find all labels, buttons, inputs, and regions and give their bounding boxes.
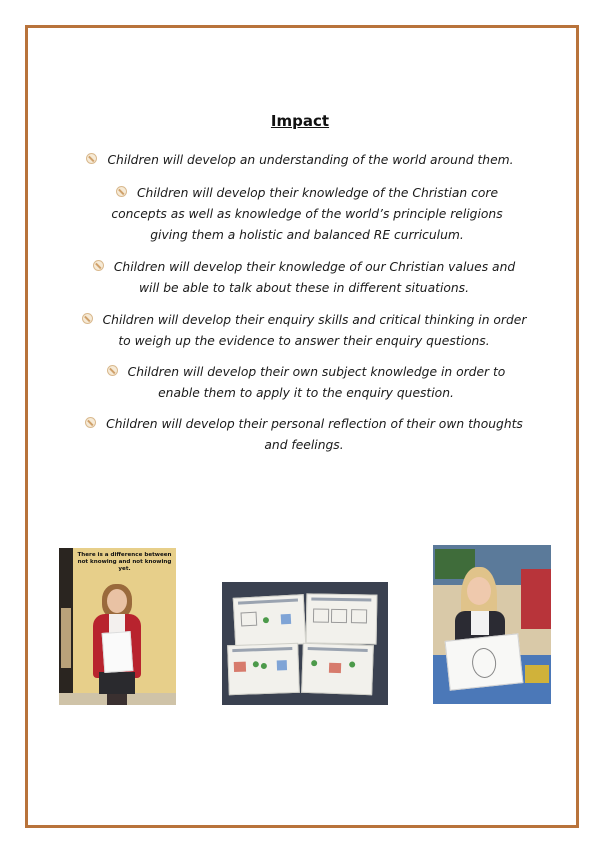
bullet-icon [85,417,96,428]
bullet-text-6: Children will develop their personal reflection of their own thoughts and feelings. [106,417,523,452]
bullet-icon [93,260,104,271]
bullet-icon [116,186,127,197]
photo-girl-shirt [471,611,489,635]
photo-girl-skirt [99,672,135,694]
worksheet [227,643,300,695]
bullet-text-5: Children will develop their own subject knowledge in order to enable them to apply it to the enquiry question. [127,365,506,400]
photo-door [61,608,71,668]
bullet-item-5 [96,362,516,404]
bullet-item-2 [92,183,522,246]
worksheet [233,594,307,648]
photo-girl-with-drawing [433,545,551,704]
photo-sign-text: There is a difference between not knowing and not knowing yet. [77,552,172,572]
bullet-item-6 [82,414,526,456]
photo-noticeboard [521,569,551,629]
bullet-item-4 [80,310,528,352]
photo-girl-legs [107,694,127,705]
bullet-item-1 [80,150,520,171]
bullet-text-2: Children will develop their knowledge of the Christian core concepts as well as knowledge of the world’s principle religions giving them a holistic and balanced RE curriculum. [111,186,503,242]
bullet-text-3: Children will develop their knowledge of our Christian values and will be able to talk about these in different situations. [113,260,516,295]
photo-held-paper [102,631,134,673]
bullet-icon [107,365,118,376]
bullet-text-4: Children will develop their enquiry skills and critical thinking in order to weigh up the evidence to answer their enquiry questions. [102,313,527,348]
photo-chair [525,665,549,683]
photo-held-drawing [445,633,524,690]
bullet-icon [82,313,93,324]
photo-worksheets [222,582,388,705]
bullet-text-1: Children will develop an understanding of the world around them. [107,153,514,167]
bullet-icon [86,153,97,164]
page-title: Impact [270,112,330,130]
photo-girl-with-paper [59,548,176,705]
worksheet [301,643,374,695]
photo-girl-face [467,577,491,605]
bullet-item-3 [84,257,524,299]
photo-girl-face [107,589,127,613]
worksheet [306,593,378,644]
